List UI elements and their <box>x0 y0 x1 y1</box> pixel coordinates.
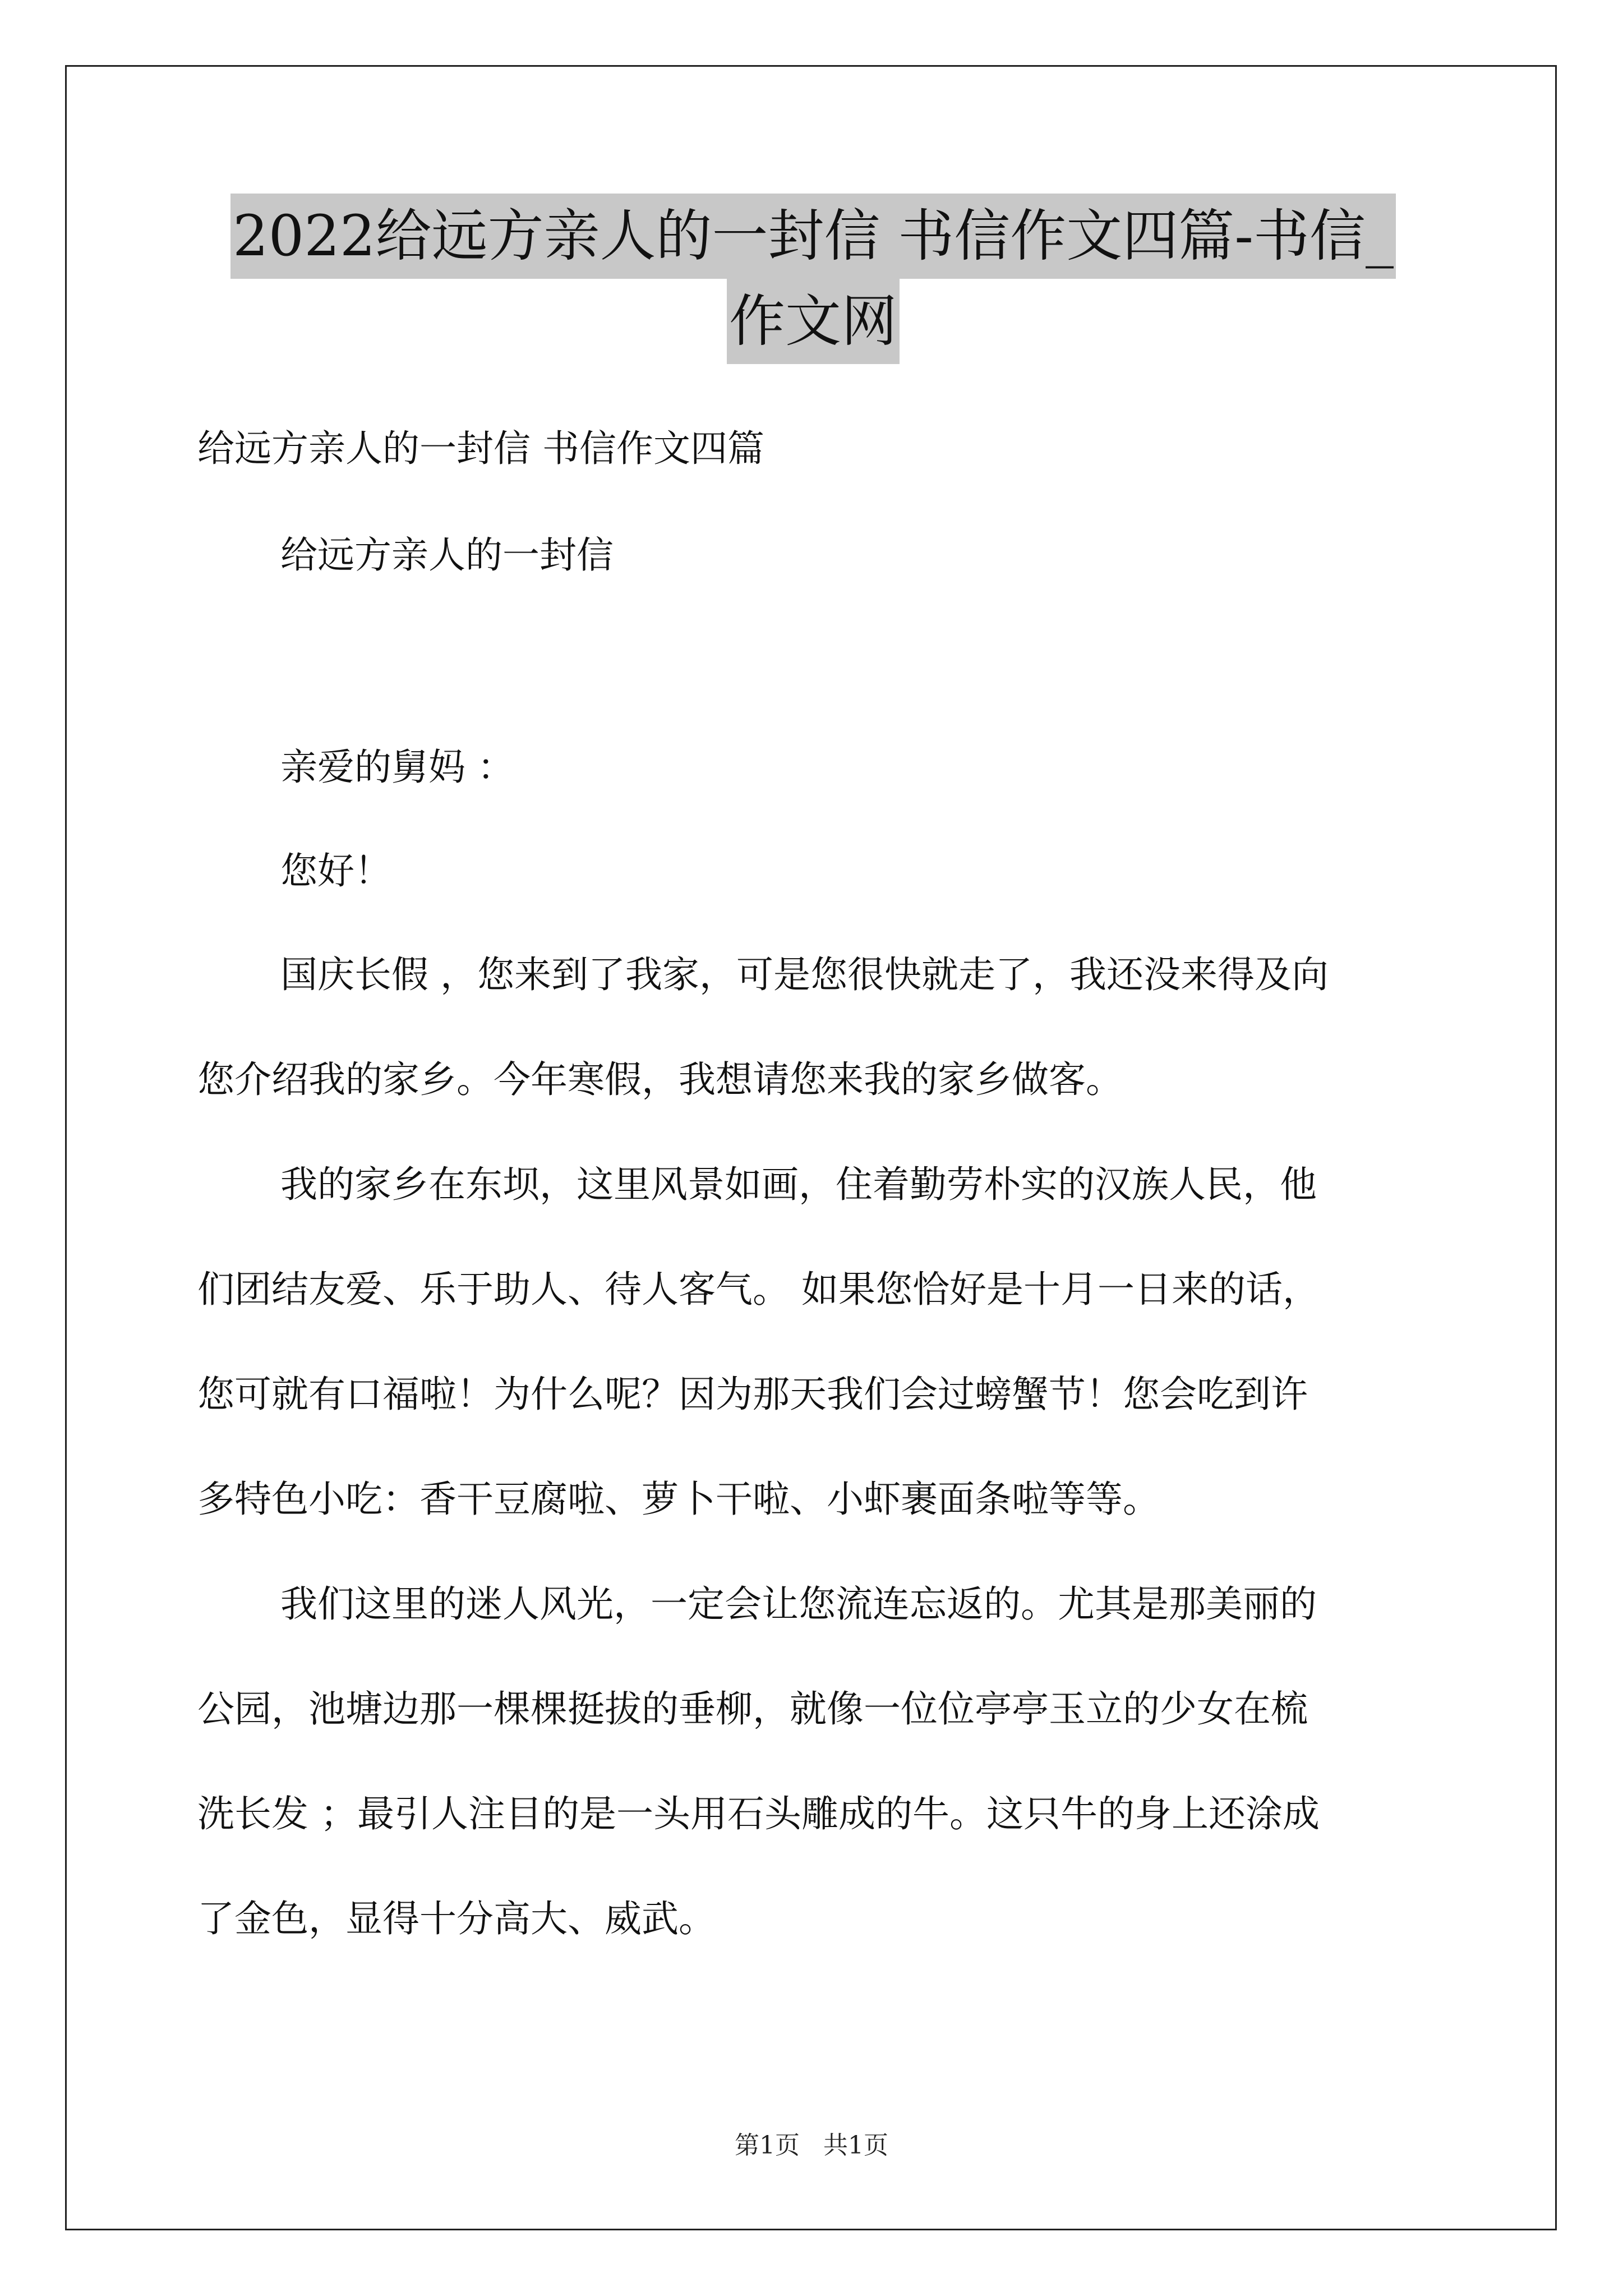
paragraph-line: 您可就有口福啦！为什么呢？因为那天我们会过螃蟹节！您会吃到许 <box>197 1373 1308 1416</box>
page-total: 共1页 <box>823 2131 888 2160</box>
paragraph-line: 我的家乡在东坝，这里风景如画，住着勤劳朴实的汉族人民，他 <box>280 1163 1317 1206</box>
paragraph-line: 们团结友爱、乐于助人、待人客气。 如果您恰好是十月一日来的话， <box>197 1268 1320 1311</box>
paragraph-line: 我们这里的迷人风光，一定会让您流连忘返的。尤其是那美丽的 <box>280 1582 1317 1626</box>
paragraph-line: 多特色小吃：香干豆腐啦、萝卜干啦、小虾裹面条啦等等。 <box>197 1478 1160 1521</box>
paragraph-line: 您介绍我的家乡。今年寒假，我想请您来我的家乡做客。 <box>197 1058 1123 1101</box>
subtitle: 给远方亲人的一封信 书信作文四篇 <box>197 427 764 470</box>
greeting: 您好！ <box>280 849 391 892</box>
paragraph-line: 公园，池塘边那一棵棵挺拔的垂柳，就像一位位亭亭玉立的少女在梳 <box>197 1687 1308 1731</box>
document-body <box>197 426 1431 2001</box>
page-number: 第1页 <box>735 2131 800 2160</box>
title-line-2: 作文网 <box>727 279 900 364</box>
paragraph-1 <box>197 953 1431 1102</box>
paragraph-line: 了金色，显得十分高大、威武。 <box>197 1897 716 1940</box>
paragraph-3 <box>197 1582 1431 1941</box>
page-footer <box>0 2129 1623 2162</box>
paragraph-line: 洗长发 ；最引人注目的是一头用石头雕成的牛。这只牛的身上还涂成 <box>197 1792 1320 1835</box>
letter-title: 给远方亲人的一封信 <box>280 533 614 577</box>
title-line-1: 2022给远方亲人的一封信 书信作文四篇-书信_ <box>230 194 1396 279</box>
paragraph-line: 国庆长假 ，您来到了我家，可是您很快就走了，我还没来得及向 <box>280 953 1329 996</box>
salutation: 亲爱的舅妈 ： <box>280 746 514 789</box>
paragraph-2 <box>197 1162 1431 1522</box>
document-title <box>196 194 1430 364</box>
